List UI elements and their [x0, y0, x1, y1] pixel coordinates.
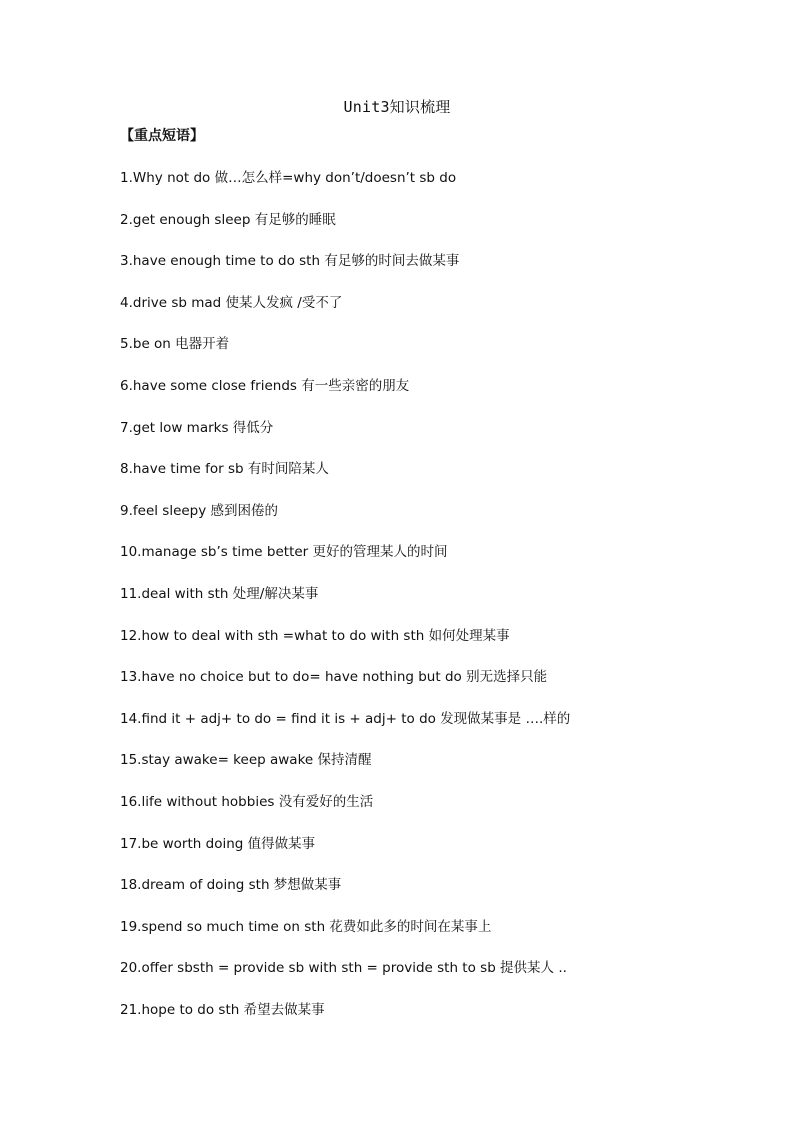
- phrase-item: 9.feel sleepy 感到困倦的: [120, 502, 279, 519]
- phrase-item: 20.offer sbsth = provide sb with sth = provide sth to sb 提供某人 ..: [120, 960, 567, 977]
- phrase-item: 6.have some close friends 有一些亲密的朋友: [120, 377, 410, 394]
- section-heading: 【重点短语】: [120, 128, 204, 144]
- phrase-item: 2.get enough sleep 有足够的睡眠: [120, 211, 336, 228]
- phrase-item: 7.get low marks 得低分: [120, 419, 274, 436]
- phrase-item: 1.Why not do 做…怎么样=why don’t/doesn’t sb do: [120, 170, 457, 186]
- phrase-item: 3.have enough time to do sth 有足够的时间去做某事: [120, 253, 460, 270]
- phrase-item: 14.find it + adj+ to do = find it is + adj+ to do 发现做某事是 ….样的: [120, 710, 571, 727]
- phrase-item: 5.be on 电器开着: [120, 336, 230, 353]
- phrase-item: 11.deal with sth 处理/解决某事: [120, 585, 319, 602]
- phrase-item: 15.stay awake= keep awake 保持清醒: [120, 752, 372, 769]
- phrase-item: 17.be worth doing 值得做某事: [120, 835, 316, 852]
- phrase-item: 12.how to deal with sth =what to do with sth 如何处理某事: [120, 627, 510, 644]
- phrase-item: 18.dream of doing sth 梦想做某事: [120, 877, 342, 894]
- phrase-item: 4.drive sb mad 使某人发疯 /受不了: [120, 294, 343, 311]
- phrase-list: [120, 169, 760, 1042]
- phrase-item: 16.life without hobbies 没有爱好的生活: [120, 793, 374, 810]
- phrase-item: 19.spend so much time on sth 花费如此多的时间在某事上: [120, 918, 492, 935]
- phrase-item: 8.have time for sb 有时间陪某人: [120, 461, 329, 478]
- phrase-item: 10.manage sb’s time better 更好的管理某人的时间: [120, 544, 448, 561]
- phrase-item: 13.have no choice but to do= have nothing but do 别无选择只能: [120, 669, 548, 686]
- document-title: Unit3知识梳理: [343, 98, 451, 116]
- phrase-item: 21.hope to do sth 希望去做某事: [120, 1001, 325, 1018]
